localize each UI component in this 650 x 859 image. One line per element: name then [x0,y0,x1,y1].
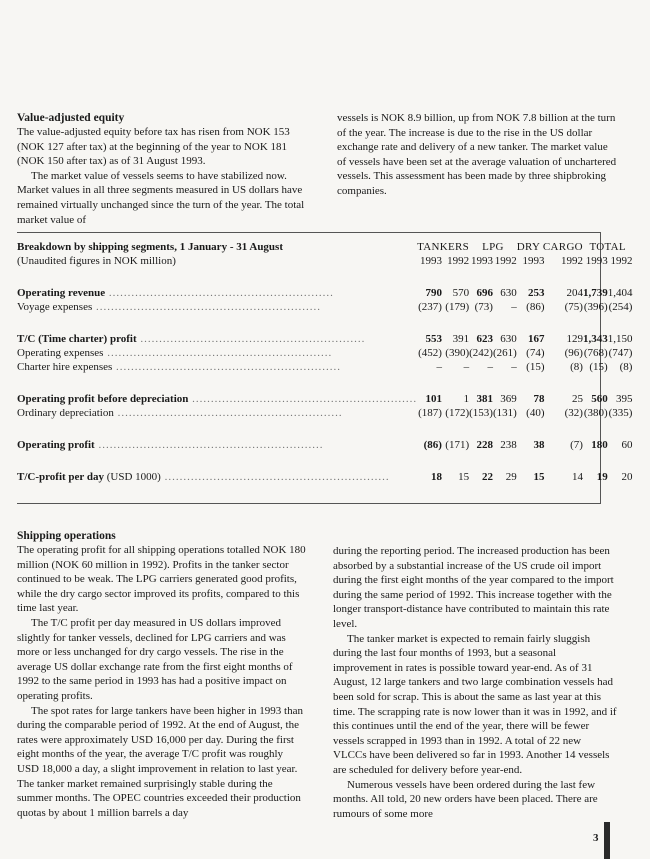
paragraph: The operating profit for all shipping operations totalled NOK 180 million (NOK 60 million in 1992). Profits in the tanker sector continued to be weak. The LPG carriers generated good profits, while the dry cargo sector improved its profits, compared to this time last year. [17,544,306,615]
row-label: T/C-profit per day (USD 1000) ............................................................ [17,471,390,483]
table-cell: 180 [591,439,608,451]
table-row [17,300,632,314]
table-row [17,470,632,484]
left-column [17,125,309,227]
row-label-text: Operating profit [17,439,95,451]
year-header: 1992 [494,255,517,267]
paragraph: The T/C profit per day measured in US dollars improved slightly for tanker vessels, declined for LPG carriers and was more or less unchanged for dry cargo vessels. The rise in the average US dollar exchange rate from the first eight months of 1992 to the same period in 1993 has had a positive impact on operating profits. [17,616,293,702]
table-cell: – [511,361,517,373]
year-header: 1993 [470,255,493,267]
row-label: Voyage expenses ............................................................ [17,301,321,313]
table-cell: (40) [526,407,545,419]
row-label: Operating profit before depreciation ............................................................ [17,393,418,405]
table-cell: 391 [452,333,470,345]
table-cell: (15) [526,361,545,373]
group-header-lpg: LPG [482,241,504,253]
table-cell: 25 [571,393,583,405]
year-header: 1993 [522,255,545,267]
table-cell: (237) [418,301,442,313]
table-cell: (32) [564,407,583,419]
spacer-row [17,420,632,438]
year-header: 1993 [585,255,608,267]
table-bottom-rule [17,503,601,504]
table-cell: 20 [621,471,633,483]
row-label: Charter hire expenses ............................................................ [17,361,342,373]
paragraph: during the reporting period. The increased production has been absorbed by a substantial increase of the US crude oil import during the first eight months of the year compared to the import during the same period of 1992. This increase together with the longer transport-distance have contributed to maintain this rate level. [333,545,614,630]
table-cell: (86) [423,439,442,451]
row-label-text: Charter hire expenses [17,361,113,373]
table-cell: (8) [619,361,633,373]
paragraph: The value-adjusted equity before tax has risen from NOK 153 (NOK 127 after tax) at the beginning of the year to NOK 181 (NOK 150 after tax) as of 31 August 1993. [17,126,290,168]
table-cell: 560 [591,393,608,405]
table-cell: (747) [608,347,633,359]
table-cell: (86) [526,301,545,313]
table-cell: – [487,361,493,373]
table-cell: (73) [474,301,493,313]
table-cell: (8) [570,361,583,373]
table-cell: – [436,361,442,373]
table-top-rule [17,232,601,233]
table-cell: 553 [425,333,442,345]
row-label-suffix: (USD 1000) [104,471,161,483]
page-number: 3 [593,832,599,844]
row-label-text: Operating profit before depreciation [17,393,189,405]
row-label-text: T/C-profit per day [17,471,104,483]
row-label: Operating profit ............................................................ [17,439,324,451]
table-cell: 129 [566,333,583,345]
group-header-total: TOTAL [589,241,626,253]
table-cell: 1,343 [582,333,608,345]
table-cell: (335) [608,407,633,419]
table-cell: (74) [526,347,545,359]
table-cell: 253 [527,287,545,299]
table-cell: 790 [425,287,442,299]
table-cell: 696 [476,287,493,299]
table-cell: (380) [583,407,608,419]
table-row [17,346,632,360]
table-header-row [17,240,632,254]
table-subtitle: (Unaudited figures in NOK million) [17,255,176,267]
table-cell: 369 [500,393,517,405]
table-cell: 15 [533,471,545,483]
table-cell: (396) [583,301,608,313]
table-cell: 1,150 [607,333,633,345]
table-cell: 381 [476,393,493,405]
table-cell: 204 [566,287,583,299]
table-row [17,406,632,420]
table-cell: 19 [596,471,608,483]
table-cell: (172) [445,407,470,419]
spacer-row [17,452,632,470]
table-cell: (768) [583,347,608,359]
spacer-row [17,268,632,286]
table-cell: 395 [615,393,633,405]
table-cell: 18 [430,471,442,483]
right-column [337,111,617,227]
section-heading: Shipping operations [17,530,116,542]
table-cell: 228 [476,439,493,451]
table-cell: 1,739 [582,287,608,299]
table-cell: 1,404 [607,287,633,299]
table-cell: 623 [476,333,493,345]
table-cell: 167 [527,333,545,345]
group-header-tankers: TANKERS [417,241,470,253]
table-row [17,360,632,374]
table-row [17,332,632,346]
table-cell: – [511,301,517,313]
value-adjusted-equity-section [17,111,617,227]
table-cell: (75) [564,301,583,313]
year-header: 1992 [447,255,470,267]
table-cell: (131) [492,407,517,419]
table-cell: 60 [621,439,633,451]
paragraph: The market value of vessels seems to have stabilized now. Market values in all three segments measured in US dollars have remained virtually unchanged since the turn of the year. The total market value of [17,169,305,226]
shipping-operations-section [17,529,617,821]
table-body [17,268,632,484]
table-cell: 101 [425,393,442,405]
row-label-text: Ordinary depreciation [17,407,114,419]
spacer-row [17,374,632,392]
paragraph: vessels is NOK 8.9 billion, up from NOK 7.8 billion at the turn of the year. The increase is due to the rise in the US dollar exchange rate and delivery of a new tanker. The market value of vessels have been set at the average valuation of unchartered vessels. This assessment has been made by three shipbroking companies. [337,112,617,197]
group-header-dry-cargo: DRY CARGO [516,241,583,253]
row-label: Ordinary depreciation ............................................................ [17,407,343,419]
row-label: Operating revenue ............................................................ [17,287,334,299]
table-cell: (390) [445,347,470,359]
table-cell: (254) [608,301,633,313]
right-column [333,529,617,821]
table-cell: (242) [469,347,493,359]
table-cell: (153) [469,407,493,419]
row-label: Operating expenses ............................................................ [17,347,333,359]
table-cell: (261) [492,347,517,359]
spacer-row [17,314,632,332]
table-cell: – [463,361,470,373]
table-title: Breakdown by shipping segments, 1 January - 31 August [17,241,283,253]
paragraph: The tanker market is expected to remain fairly sluggish during the last four months of 1993, but a seasonal improvement in rates is possible toward year-end. As of 31 August, 12 large tankers and two large combination vessels had been sold for scrap. This is about the same as last year at this time. The scrapping rate is now lower than it was in 1992, and if this continues until the end of the year, there will be fewer vessels scrapped in 1993 than in 1992. A total of 22 new VLCCs have been delivered so far in 1993. Another 14 vessels are scheduled for delivery before year-end. [333,632,617,776]
table-cell: (96) [564,347,583,359]
year-header: 1992 [610,255,633,267]
row-label-text: Operating revenue [17,287,106,299]
table-cell: 78 [533,393,545,405]
table-cell: (171) [445,439,470,451]
table-cell: 15 [458,471,470,483]
table-cell: (187) [418,407,442,419]
table-cell: 22 [481,471,493,483]
row-label: T/C (Time charter) profit ............................................................ [17,333,366,345]
table-cell: 570 [452,287,470,299]
section-heading: Value-adjusted equity [17,112,125,124]
table-cell: (15) [589,361,608,373]
table-cell: (452) [418,347,442,359]
table-row [17,438,632,452]
row-label-text: T/C (Time charter) profit [17,333,137,345]
table-cell: 29 [505,471,517,483]
table-cell: 238 [500,439,517,451]
paragraph: The spot rates for large tankers have been higher in 1993 than during the comparable period of 1992. At the end of August, the rates were approximately USD 16,000 per day. During the first eight months of the year, the average T/C profit was roughly USD 18,000 a day, a slight improvement in relation to last year. The tanker market remained surprisingly stable during the summer months. The OPEC countries exceeded their production quotas by about 1 million barrels a day [17,704,303,819]
table-cell: 630 [500,287,517,299]
paragraph: Numerous vessels have been ordered during the last few months. All told, 20 new orders have been placed. There are rumours of some more [333,778,598,820]
row-label-text: Voyage expenses [17,301,93,313]
year-header: 1993 [419,255,442,267]
table-cell: (7) [570,439,583,451]
table-cell: 1 [463,393,470,405]
table-year-row [17,254,632,268]
table-cell: 14 [571,471,583,483]
table-cell: 630 [500,333,517,345]
table-row [17,392,632,406]
table-cell: (179) [445,301,470,313]
page-number-bar [604,822,610,859]
shipping-segments-table [17,240,632,484]
row-label-text: Operating expenses [17,347,104,359]
table-cell: 38 [533,439,545,451]
left-column [17,529,307,821]
year-header: 1992 [560,255,583,267]
table-row [17,286,632,300]
